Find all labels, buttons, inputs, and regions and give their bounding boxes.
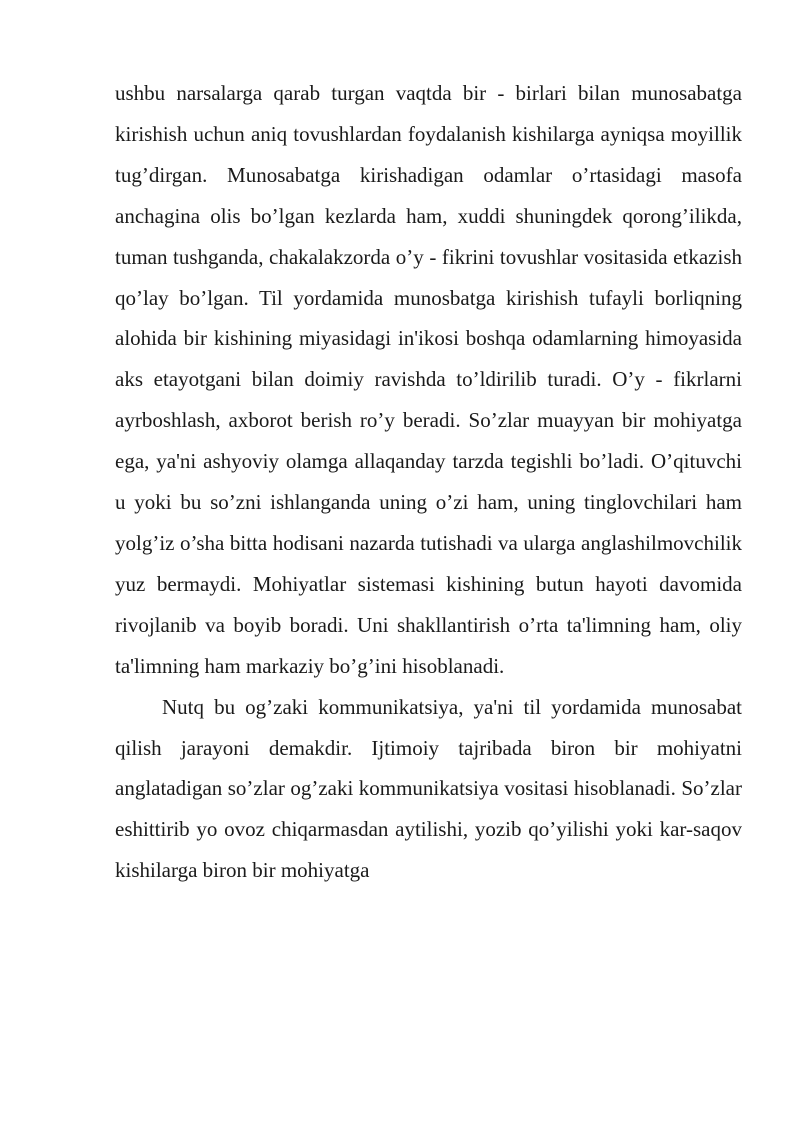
body-text — [115, 73, 742, 891]
paragraph-2: Nutq bu og’zaki kommunikatsiya, ya'ni til yordamida munosabat qilish jarayoni demakdir. Ijtimoiy tajribada biron bir mohiyatni anglatadigan so’zlar og’zaki kommunikatsiya vositasi hisoblanadi. So’zlar eshittirib yo ovoz chiqarmasdan aytilishi, yozib qo’yilishi yoki kar-saqov kishilarga biron bir mohiyatga — [115, 694, 742, 883]
paragraph-1: ushbu narsalarga qarab turgan vaqtda bir - birlari bilan munosabatga kirishish uchun aniq tovushlardan foydalanish kishilarga ayniqsa moyillik tug’dirgan. Munosabatga kirishadigan odamlar o’rtasidagi masofa anchagina olis bo’lgan kezlarda ham, xuddi shuningdek qorong’ilikda, tuman tushganda, chakalakzorda o’y - fikrini tovushlar vositasida etkazish qo’lay bo’lgan. Til yordamida munosbatga kirishish tufayli borliqning alohida bir kishining miyasidagi in'ikosi boshqa odamlarning himoyasida aks etayotgani bilan doimiy ravishda to’ldirilib turadi. O’y - fikrlarni ayrboshlash, axborot berish ro’y beradi. So’zlar muayyan bir mohiyatga ega, ya'ni ashyoviy olamga allaqanday tarzda tegishli bo’ladi. O’qituvchi u yoki bu so’zni ishlanganda uning o’zi ham, uning tinglovchilari ham yolg’iz o’sha bitta hodisani nazarda tutishadi va ularga anglashilmovchilik yuz bermaydi. Mohiyatlar sistemasi kishining butun hayoti davomida rivojlanib va boyib boradi. Uni shakllantirish o’rta ta'limning ham, oliy ta'limning ham markaziy bo’g’ini hisoblanadi. — [115, 81, 742, 678]
